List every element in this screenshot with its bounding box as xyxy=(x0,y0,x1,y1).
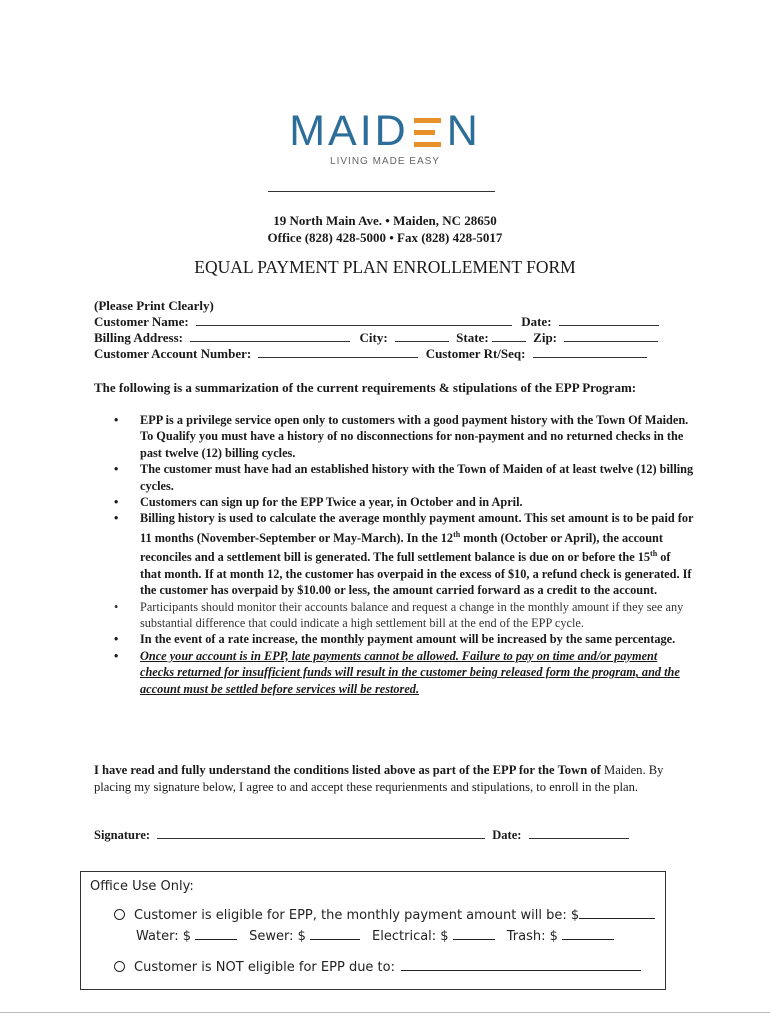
list-item: • In the event of a rate increase, the monthly payment amount will be increased by the same percentage. xyxy=(114,632,676,647)
list-item-warning: • Once your account is in EPP, late payments cannot be allowed. Failure to pay on time and/or payment checks returned for insufficient funds will result in the customer being released form the program, and the account must be settled before services will be restored. xyxy=(114,648,680,696)
rt-seq-field[interactable] xyxy=(533,346,647,358)
bullet-icon: • xyxy=(114,413,119,427)
signature-row xyxy=(94,827,654,843)
water-field[interactable] xyxy=(195,927,237,940)
list-item: • The customer must have had an established history with the Town of Maiden of at least twelve (12) billing cycles. xyxy=(114,462,694,493)
header-divider xyxy=(268,191,495,192)
list-item: • Participants should monitor their accounts balance and request a change in the monthly amount if they see any substantial difference that could indicate a high settlement bill at the end of the EPP cycle. xyxy=(114,599,684,631)
form-title: EQUAL PAYMENT PLAN ENROLLEMENT FORM xyxy=(194,257,576,277)
water-label: Water: $ xyxy=(136,929,191,944)
bullet-icon: • xyxy=(114,632,119,647)
customer-info-section xyxy=(94,298,674,362)
trash-label: Trash: $ xyxy=(506,929,558,944)
billing-address-label: Billing Address: xyxy=(94,330,183,345)
bullet-icon: • xyxy=(114,648,119,663)
list-item: • EPP is a privilege service open only to customers with a good payment history with the Town Of Maiden. To Qualify you must have a history of no disconnections for non-payment and no returned checks in the past twelve (12) billing cycles. xyxy=(114,413,689,460)
date-label: Date: xyxy=(521,314,552,329)
rt-seq-label: Customer Rt/Seq: xyxy=(425,346,526,361)
logo-tagline: LIVING MADE EASY xyxy=(330,156,440,167)
phone-fax-line: Office (828) 428-5000 • Fax (828) 428-5017 xyxy=(267,230,503,245)
list-item: • Billing history is used to calculate the average monthly payment amount. This set amount is to be paid for 11 months (November-September or May-March). In the 12th month (October or April), the account reconciles and a settlement bill is generated. The full settlement balance is due on or before the 15th of that month. If at month 12, the customer has overpaid in the excess of $10, a refund check is generated. If the customer has overpaid by $10.00 or less, the amount carried forward as a credit to the account. xyxy=(114,511,694,598)
state-label: State: xyxy=(456,330,489,345)
state-field[interactable] xyxy=(492,330,526,342)
sewer-label: Sewer: $ xyxy=(249,929,306,944)
zip-label: Zip: xyxy=(533,330,557,345)
zip-field[interactable] xyxy=(564,330,658,342)
electrical-label: Electrical: $ xyxy=(372,929,449,944)
city-field[interactable] xyxy=(395,330,449,342)
logo-wordmark: MAID N xyxy=(289,107,481,155)
eligible-label: Customer is eligible for EPP, the monthly payment amount will be: $ xyxy=(134,908,580,923)
customer-name-field[interactable] xyxy=(196,314,512,326)
eligible-radio[interactable] xyxy=(114,909,125,920)
customer-name-label: Customer Name: xyxy=(94,314,189,329)
account-number-field[interactable] xyxy=(258,346,418,358)
acknowledgement-text: I have read and fully understand the conditions listed above as part of the EPP for the Town of Maiden. By placing my signature below, I agree to and accept these requrienments and stipulations, to enroll in the plan. xyxy=(94,763,664,794)
bullet-icon: • xyxy=(114,462,119,477)
trash-field[interactable] xyxy=(562,927,614,940)
signature-date-field[interactable] xyxy=(529,827,629,839)
not-eligible-label: Customer is NOT eligible for EPP due to: xyxy=(134,960,395,975)
signature-date-label: Date: xyxy=(492,828,522,842)
maiden-logo xyxy=(0,108,770,167)
office-use-box xyxy=(80,871,666,990)
not-eligible-radio[interactable] xyxy=(114,961,125,972)
signature-label: Signature: xyxy=(94,828,151,842)
not-eligible-reason-field[interactable] xyxy=(401,958,641,971)
date-field[interactable] xyxy=(559,314,659,326)
bullet-icon: • xyxy=(114,511,119,526)
print-instruction: (Please Print Clearly) xyxy=(94,298,214,313)
page-bottom-rule xyxy=(0,1012,770,1013)
account-number-label: Customer Account Number: xyxy=(94,346,252,361)
electrical-field[interactable] xyxy=(453,927,495,940)
city-label: City: xyxy=(359,330,388,345)
requirements-intro: The following is a summarization of the current requirements & stipulations of the EPP Program: xyxy=(94,380,637,395)
address-line: 19 North Main Ave. • Maiden, NC 28650 xyxy=(273,213,497,228)
sewer-field[interactable] xyxy=(310,927,360,940)
bullet-icon: • xyxy=(114,495,119,510)
office-use-header: Office Use Only: xyxy=(90,879,194,894)
requirements-list xyxy=(94,412,694,697)
billing-address-field[interactable] xyxy=(190,330,350,342)
logo-e-bars-icon xyxy=(414,117,441,147)
bullet-icon: • xyxy=(114,599,119,614)
signature-field[interactable] xyxy=(157,827,485,839)
address-block xyxy=(0,212,770,246)
monthly-amount-field[interactable] xyxy=(579,906,655,919)
list-item: • Customers can sign up for the EPP Twice a year, in October and in April. xyxy=(114,495,523,510)
